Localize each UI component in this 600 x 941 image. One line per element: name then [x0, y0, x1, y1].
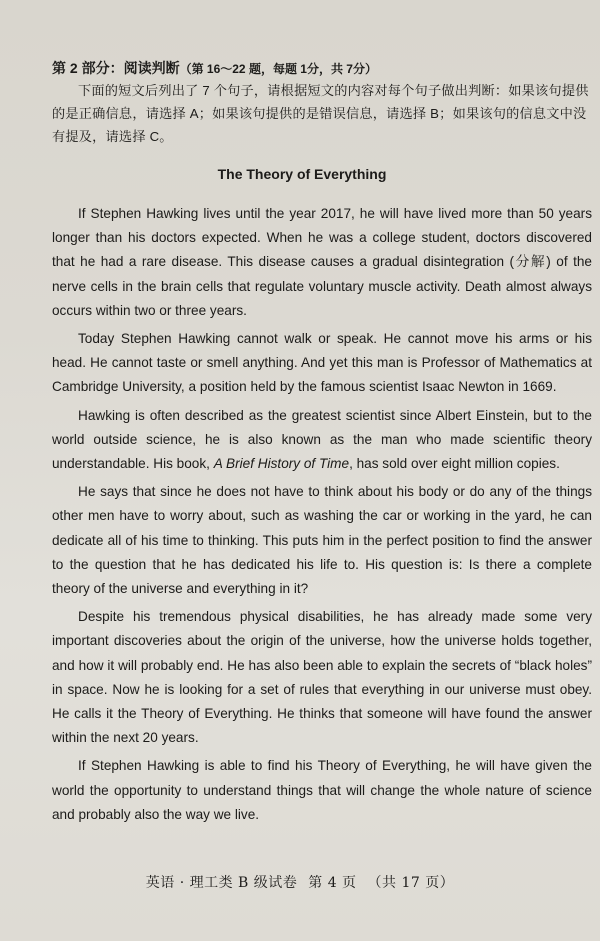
footer-page-number: 第 4 页 [308, 875, 357, 891]
paragraph-3-after: , has sold over eight million copies. [349, 456, 560, 472]
footer-subject: 英语 · 理工类 B 级试卷 [145, 875, 298, 891]
passage-paragraph-4: He says that since he does not have to think about his body or do any of the things other men have to worry about, such as washing the car or working in the yard, he can dedicate all of his time to thinking. This puts him in the perfect position to find the answer to the question that he has dedicated his life to. His question is: Is there a complete theory of the universe and everything in it? [52, 484, 592, 597]
passage-paragraph-3 [52, 404, 592, 477]
section-score-note: （第 16～22 题，每题 1分，共 7分） [179, 62, 377, 76]
passage-paragraph-6: If Stephen Hawking is able to find his Theory of Everything, he will have given the world the opportunity to understand things that will change the whole nature of science and probably also the way we live. [52, 758, 592, 822]
footer-total-pages: （共 17 页） [367, 875, 455, 891]
section-heading [52, 58, 592, 79]
passage-paragraph-2: Today Stephen Hawking cannot walk or speak. He cannot move his arms or his head. He cannot taste or smell anything. And yet this man is Professor of Mathematics at Cambridge University, a position held by the famous scientist Isaac Newton in 1669. [52, 331, 592, 395]
passage-paragraph-5: Despite his tremendous physical disabilities, he has already made some very important discoveries about the origin of the universe, how the universe holds together, and how it will probably end. He has also been able to explain the secrets of “black holes” in space. Now he is looking for a set of rules that everything in our universe must obey. He calls it the Theory of Everything. He thinks that someone will have found the answer within the next 20 years. [52, 609, 592, 746]
section-instructions: 下面的短文后列出了 7 个句子，请根据短文的内容对每个句子做出判断：如果该句提供的是正确信息，请选择 A；如果该句提供的是错误信息，请选择 B；如果该句的信息文中没有提及，请选择 C。 [52, 83, 589, 144]
passage-title: The Theory of Everything [217, 166, 387, 182]
paragraph-3-before: Hawking is often described as the greatest scientist since Albert Einstein, but to the world outside science, he is also known as the man who made scientific theory understandable. His book, [52, 407, 592, 472]
section-part-label: 第 2 部分：阅读判断 [52, 60, 180, 76]
passage-paragraph-1: If Stephen Hawking lives until the year 2017, he will have lived more than 50 years longer than his doctors expected. When he was a college student, doctors discovered that he had a rare disease. This disease causes a gradual disintegration (分解) of the nerve cells in the brain cells that regulate voluntary muscle activity. Death almost always occurs within two or three years. [52, 206, 592, 318]
book-title: A Brief History of Time [213, 456, 350, 472]
page-footer [0, 872, 600, 892]
